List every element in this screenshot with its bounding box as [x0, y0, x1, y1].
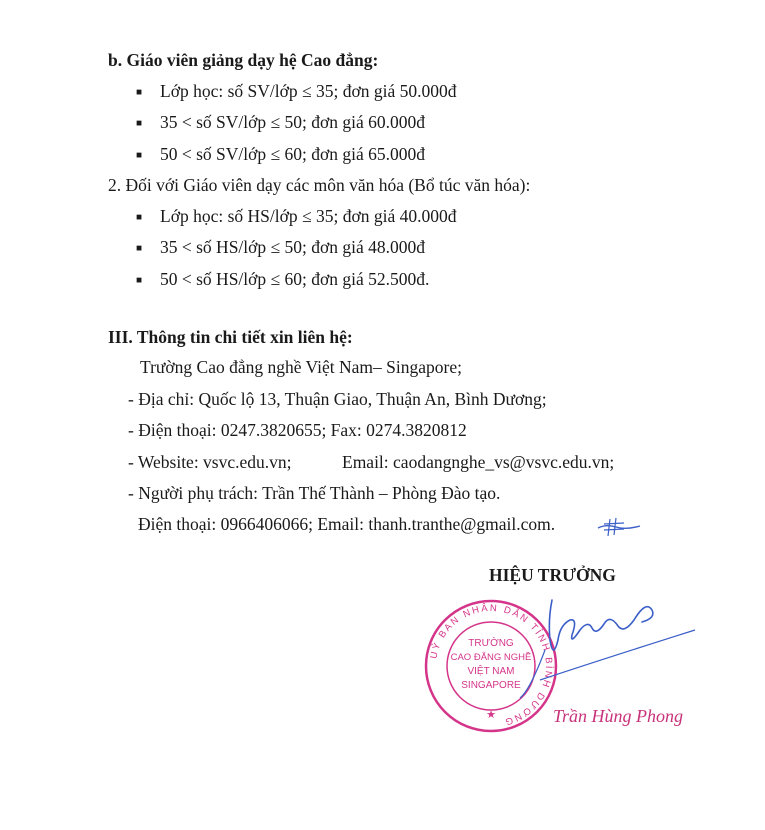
bullet-icon	[136, 275, 142, 286]
principal-name: Trần Hùng Phong	[553, 706, 684, 726]
svg-text:UỶ BAN NHÂN DÂN TỈNH BÌNH DƯƠN: UỶ BAN NHÂN DÂN TỈNH BÌNH DƯƠNG	[428, 602, 555, 728]
list-item: Lớp học: số SV/lớp ≤ 35; đơn giá 50.000đ	[160, 81, 457, 101]
email-line: Email: caodangnghe_vs@vsvc.edu.vn;	[342, 452, 615, 472]
list-item: Lớp học: số HS/lớp ≤ 35; đơn giá 40.000đ	[160, 206, 457, 226]
initial-mark-icon	[596, 514, 646, 540]
address-line: - Địa chỉ: Quốc lộ 13, Thuận Giao, Thuận An, Bình Dương;	[128, 389, 547, 409]
contact-phone-line: Điện thoại: 0966406066; Email: thanh.tranthe@gmail.com.	[138, 514, 556, 534]
section-3-heading: III. Thông tin chi tiết xin liên hệ:	[108, 327, 353, 347]
principal-title: HIỆU TRƯỞNG	[489, 565, 616, 585]
list-item: 50 < số HS/lớp ≤ 60; đơn giá 52.500đ.	[160, 269, 430, 289]
bullet-icon	[136, 243, 142, 254]
svg-text:SINGAPORE: SINGAPORE	[461, 680, 521, 691]
phone-line: - Điện thoại: 0247.3820655; Fax: 0274.3820812	[128, 420, 467, 440]
section-2-heading: 2. Đối với Giáo viên dạy các môn văn hóa (Bổ túc văn hóa):	[108, 175, 531, 195]
bullet-icon	[136, 212, 142, 223]
contact-person-line: - Người phụ trách: Trần Thế Thành – Phòng Đào tạo.	[128, 483, 501, 503]
bullet-icon	[136, 87, 142, 98]
svg-text:★: ★	[486, 709, 496, 721]
bullet-icon	[136, 150, 142, 161]
svg-text:VIỆT NAM: VIỆT NAM	[467, 666, 515, 677]
school-name: Trường Cao đẳng nghề Việt Nam– Singapore;	[140, 357, 462, 377]
handwritten-signature-icon	[500, 580, 700, 700]
svg-text:CAO ĐẲNG NGHỀ: CAO ĐẲNG NGHỀ	[450, 652, 532, 663]
website-line: - Website: vsvc.edu.vn;	[128, 452, 292, 472]
list-item: 35 < số SV/lớp ≤ 50; đơn giá 60.000đ	[160, 112, 426, 132]
section-b-heading: b. Giáo viên giảng dạy hệ Cao đẳng:	[108, 50, 379, 70]
bullet-icon	[136, 118, 142, 129]
list-item: 35 < số HS/lớp ≤ 50; đơn giá 48.000đ	[160, 237, 426, 257]
svg-text:TRƯỜNG: TRƯỜNG	[468, 638, 514, 649]
list-item: 50 < số SV/lớp ≤ 60; đơn giá 65.000đ	[160, 144, 426, 164]
